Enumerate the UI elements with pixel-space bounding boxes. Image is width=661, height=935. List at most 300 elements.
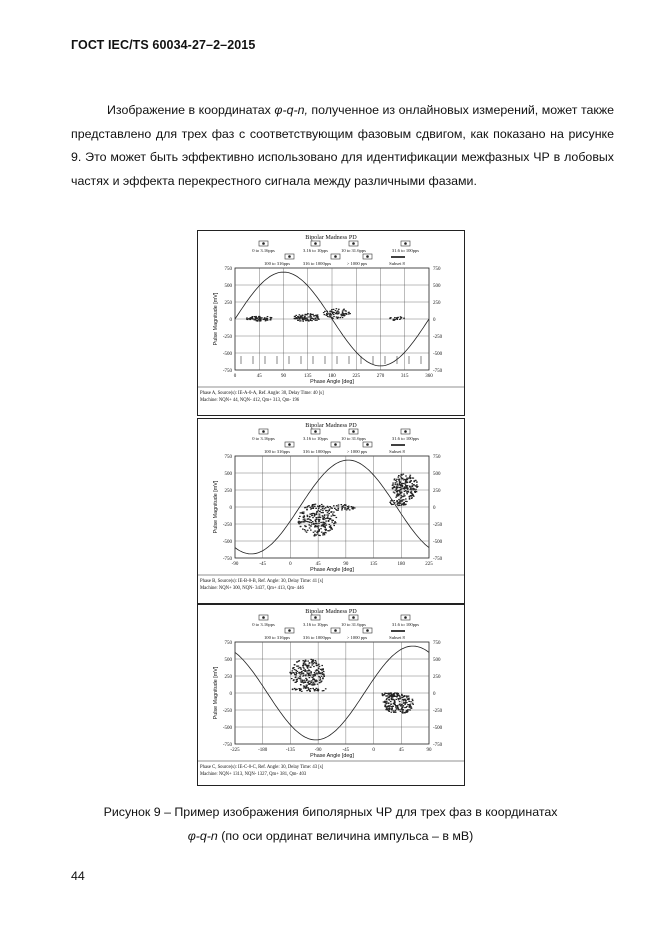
pd-pulse-point (412, 495, 414, 496)
pd-pulse-point (401, 709, 403, 710)
pd-pulse-point (390, 692, 392, 693)
pd-pulse-point (384, 694, 386, 695)
pd-pulse-point (295, 315, 297, 316)
pd-pulse-point (326, 525, 328, 526)
pd-pulse-point (321, 512, 323, 513)
y-tick-label-right: -750 (433, 743, 443, 748)
pd-pulse-point (320, 669, 322, 670)
x-tick-label: 45 (256, 374, 262, 379)
pd-pulse-point (386, 699, 388, 700)
y-tick-label-right: -250 (433, 335, 443, 340)
legend-marker (366, 443, 369, 446)
pd-pulse-point (318, 521, 320, 522)
pd-pulse-point (325, 529, 327, 530)
pd-pulse-point (341, 504, 343, 505)
pd-pulse-point (313, 532, 315, 533)
y-axis-label: Pulse Magnitude [mV] (213, 666, 219, 720)
y-tick-label-right: 0 (433, 506, 436, 511)
pd-pulse-point (329, 313, 331, 314)
pd-pulse-point (345, 505, 347, 506)
legend-marker (262, 242, 265, 245)
pd-pulse-point (307, 516, 309, 517)
pd-pulse-point (319, 514, 321, 515)
pd-pulse-point (333, 316, 335, 317)
pd-pulse-point (399, 491, 401, 492)
pd-pulse-point (331, 527, 333, 528)
y-tick-label: 250 (224, 301, 232, 306)
pd-pulse-point (336, 308, 338, 309)
panel-footer-line2: Machine: NQN+ 300, NQN- 3437, Qm+ 413, Qm- 446 (200, 586, 304, 591)
pd-pulse-point (339, 317, 341, 318)
pd-pulse-point (386, 702, 388, 703)
pd-pulse-point (307, 515, 309, 516)
pd-pulse-point (322, 678, 324, 679)
pd-pulse-point (307, 668, 309, 669)
pd-pulse-point (394, 317, 396, 318)
legend-label: 10 to 31.6pps (341, 436, 366, 441)
pd-pulse-point (398, 499, 400, 500)
phase-a-plot (197, 230, 465, 416)
x-tick-label: 90 (426, 748, 432, 753)
y-tick-label-right: -500 (433, 352, 443, 357)
pd-pulse-point (309, 683, 311, 684)
pd-pulse-point (410, 487, 412, 488)
legend-label: 316 to 1000pps (302, 635, 332, 640)
legend-marker (334, 443, 337, 446)
pd-pulse-point (399, 501, 401, 502)
pd-pulse-point (255, 316, 257, 317)
pd-pulse-point (338, 508, 340, 509)
pd-pulse-point (403, 700, 405, 701)
pd-pulse-point (406, 479, 408, 480)
y-tick-label-right: 750 (433, 267, 441, 272)
x-tick-label: -90 (314, 748, 322, 753)
y-tick-label: -250 (222, 335, 232, 340)
pd-pulse-point (399, 704, 401, 705)
pd-pulse-point (402, 712, 404, 713)
pd-pulse-point (327, 530, 329, 531)
pd-pulse-point (400, 705, 402, 706)
pd-pulse-point (304, 317, 306, 318)
pd-pulse-point (327, 516, 329, 517)
pd-pulse-point (386, 708, 388, 709)
pd-pulse-point (319, 519, 321, 520)
pd-pulse-point (303, 687, 305, 688)
pd-pulse-point (411, 483, 413, 484)
legend-label: Subset 8 (389, 635, 405, 640)
pd-pulse-point (404, 695, 406, 696)
pd-pulse-point (389, 700, 391, 701)
pd-pulse-point (310, 316, 312, 317)
pd-pulse-point (305, 530, 307, 531)
y-tick-label-right: -750 (433, 369, 443, 374)
pd-pulse-point (255, 319, 257, 320)
y-tick-label-right: 750 (433, 455, 441, 460)
pd-pulse-point (402, 710, 404, 711)
pd-pulse-point (315, 320, 317, 321)
pd-pulse-point (401, 483, 403, 484)
pd-pulse-point (397, 503, 399, 504)
pd-pulse-point (315, 663, 317, 664)
legend-label: 3.16 to 10pps (303, 622, 328, 627)
y-tick-label: 0 (229, 692, 232, 697)
pd-pulse-point (303, 668, 305, 669)
pd-pulse-point (294, 669, 296, 670)
pd-pulse-point (384, 693, 386, 694)
x-tick-label: 225 (425, 562, 433, 567)
pd-pulse-point (398, 699, 400, 700)
pd-pulse-point (298, 521, 300, 522)
pd-pulse-point (310, 314, 312, 315)
pd-pulse-point (400, 316, 402, 317)
pd-pulse-point (404, 712, 406, 713)
pd-pulse-point (298, 672, 300, 673)
pd-pulse-point (391, 504, 393, 505)
pd-pulse-point (395, 710, 397, 711)
pd-pulse-point (323, 675, 325, 676)
pd-pulse-point (333, 515, 335, 516)
y-tick-label-right: -750 (433, 557, 443, 562)
pd-pulse-point (314, 516, 316, 517)
pd-pulse-point (405, 490, 407, 491)
pd-pulse-point (403, 705, 405, 706)
pd-pulse-point (325, 521, 327, 522)
pd-pulse-point (405, 700, 407, 701)
pd-pulse-point (398, 708, 400, 709)
pd-pulse-point (295, 674, 297, 675)
pd-pulse-point (415, 491, 417, 492)
pd-pulse-point (401, 695, 403, 696)
pd-pulse-point (250, 317, 252, 318)
pd-pulse-point (331, 508, 333, 509)
pd-pulse-point (297, 318, 299, 319)
pd-pulse-point (306, 666, 308, 667)
pd-pulse-point (405, 482, 407, 483)
pd-pulse-point (354, 507, 356, 508)
pd-pulse-point (403, 318, 405, 319)
pd-pulse-point (398, 480, 400, 481)
pd-pulse-point (301, 691, 303, 692)
pd-pulse-point (301, 316, 303, 317)
pd-pulse-point (258, 316, 260, 317)
pd-pulse-point (331, 516, 333, 517)
pd-pulse-point (313, 663, 315, 664)
pd-pulse-point (321, 672, 323, 673)
pd-pulse-point (329, 509, 331, 510)
pd-pulse-point (305, 526, 307, 527)
pd-pulse-point (303, 513, 305, 514)
pd-pulse-point (314, 506, 316, 507)
pd-pulse-point (326, 518, 328, 519)
pd-pulse-point (300, 674, 302, 675)
pd-pulse-point (401, 697, 403, 698)
pd-pulse-point (313, 674, 315, 675)
legend-label: 0 to 3.16pps (252, 436, 275, 441)
pd-pulse-point (382, 693, 384, 694)
pd-pulse-point (396, 491, 398, 492)
pd-pulse-point (297, 666, 299, 667)
y-tick-label: 750 (224, 267, 232, 272)
pd-pulse-point (341, 507, 343, 508)
pd-pulse-point (324, 517, 326, 518)
pd-pulse-point (315, 315, 317, 316)
pd-pulse-point (399, 490, 401, 491)
pd-pulse-point (306, 509, 308, 510)
legend-marker (262, 616, 265, 619)
pd-pulse-point (403, 703, 405, 704)
legend-label: 31.6 to 100pps (391, 248, 420, 253)
pd-pulse-point (295, 318, 297, 319)
pd-pulse-point (390, 695, 392, 696)
pd-pulse-point (386, 701, 388, 702)
legend-label: 100 to 316pps (263, 449, 291, 454)
pd-pulse-point (316, 517, 318, 518)
legend-label: > 1000 pps (346, 261, 368, 266)
pd-pulse-point (303, 521, 305, 522)
pd-pulse-point (396, 479, 398, 480)
pd-pulse-point (298, 518, 300, 519)
pd-pulse-point (306, 532, 308, 533)
pd-pulse-point (317, 533, 319, 534)
pd-pulse-point (314, 535, 316, 536)
pd-pulse-point (397, 505, 399, 506)
pd-pulse-point (315, 662, 317, 663)
pd-pulse-point (310, 530, 312, 531)
legend-marker (262, 430, 265, 433)
pd-pulse-point (338, 506, 340, 507)
pd-pulse-point (396, 708, 398, 709)
pd-pulse-point (299, 314, 301, 315)
pd-pulse-point (403, 474, 405, 475)
pd-pulse-point (318, 667, 320, 668)
pd-pulse-point (345, 311, 347, 312)
pd-pulse-point (409, 477, 411, 478)
body-paragraph (71, 99, 614, 193)
panel-footer-line1: Phase A, Source(s): IE-A-0-A, Ref. Angle: 30, Delay Time: 40 [s] (200, 391, 324, 396)
pd-pulse-point (323, 518, 325, 519)
pd-pulse-point (400, 487, 402, 488)
pd-pulse-point (309, 516, 311, 517)
pd-pulse-point (313, 319, 315, 320)
legend-marker (334, 255, 337, 258)
legend-label: 10 to 31.6pps (341, 248, 366, 253)
pd-pulse-point (411, 498, 413, 499)
x-tick-label: 180 (397, 562, 406, 567)
pd-pulse-point (397, 494, 399, 495)
pd-pulse-point (270, 319, 272, 320)
pd-pulse-point (300, 526, 302, 527)
pd-pulse-point (317, 689, 319, 690)
pd-pulse-point (415, 485, 417, 486)
pd-pulse-point (334, 508, 336, 509)
pd-pulse-point (408, 701, 410, 702)
pd-pulse-point (398, 479, 400, 480)
pd-pulse-point (305, 660, 307, 661)
legend-marker (366, 255, 369, 258)
legend-label: Subset 8 (389, 449, 405, 454)
chart-title: Bipolar Madness PD (305, 608, 357, 615)
pd-pulse-point (318, 676, 320, 677)
pd-pulse-point (302, 667, 304, 668)
pd-pulse-point (257, 320, 259, 321)
pd-pulse-point (309, 681, 311, 682)
pd-pulse-point (314, 514, 316, 515)
pd-pulse-point (323, 506, 325, 507)
y-tick-label: 750 (224, 641, 232, 646)
pd-pulse-point (319, 680, 321, 681)
pd-chart-svg (197, 604, 465, 786)
y-tick-label: -750 (222, 743, 232, 748)
pd-pulse-point (409, 705, 411, 706)
pd-pulse-point (308, 665, 310, 666)
pd-pulse-point (322, 524, 324, 525)
pd-pulse-point (304, 529, 306, 530)
pd-pulse-point (324, 314, 326, 315)
document-header: ГОСТ IEC/TS 60034-27–2–2015 (71, 38, 256, 52)
pd-pulse-point (398, 475, 400, 476)
legend-label: 316 to 1000pps (302, 261, 332, 266)
y-tick-label-right: 250 (433, 301, 441, 306)
pd-pulse-point (296, 689, 298, 690)
pd-pulse-point (384, 702, 386, 703)
pd-pulse-point (336, 510, 338, 511)
pd-pulse-point (313, 506, 315, 507)
y-tick-label-right: -500 (433, 540, 443, 545)
pd-pulse-point (407, 489, 409, 490)
pd-pulse-point (315, 523, 317, 524)
pd-pulse-point (410, 480, 412, 481)
legend-marker (314, 430, 317, 433)
pd-pulse-point (305, 521, 307, 522)
pd-pulse-point (330, 315, 332, 316)
pd-pulse-point (393, 703, 395, 704)
pd-pulse-point (348, 312, 350, 313)
pd-pulse-point (331, 512, 333, 513)
pd-pulse-point (296, 673, 298, 674)
pd-pulse-point (413, 484, 415, 485)
pd-pulse-point (395, 705, 397, 706)
pd-pulse-point (307, 507, 309, 508)
pd-pulse-point (315, 508, 317, 509)
x-tick-label: -90 (231, 562, 239, 567)
pd-pulse-point (311, 513, 313, 514)
pd-pulse-point (401, 477, 403, 478)
pd-pulse-point (331, 529, 333, 530)
pd-pulse-point (351, 508, 353, 509)
pd-pulse-point (299, 667, 301, 668)
pd-pulse-point (301, 671, 303, 672)
pd-pulse-point (406, 697, 408, 698)
pd-pulse-point (318, 510, 320, 511)
pd-pulse-point (328, 513, 330, 514)
pd-pulse-point (299, 319, 301, 320)
pd-pulse-point (319, 682, 321, 683)
pd-pulse-point (390, 701, 392, 702)
pd-pulse-point (319, 511, 321, 512)
pd-pulse-point (298, 661, 300, 662)
pd-pulse-point (320, 681, 322, 682)
pd-pulse-point (309, 527, 311, 528)
pd-pulse-point (400, 711, 402, 712)
panel-footer-line2: Machine: NQN+ 44, NQN- 412, Qm+ 313, Qm- 196 (200, 398, 300, 403)
pd-pulse-point (311, 320, 313, 321)
legend-label: 31.6 to 100pps (391, 622, 420, 627)
pd-pulse-point (349, 509, 351, 510)
pd-pulse-point (398, 695, 400, 696)
pd-pulse-point (389, 696, 391, 697)
pd-pulse-point (318, 506, 320, 507)
pd-pulse-point (388, 702, 390, 703)
pd-pulse-point (309, 677, 311, 678)
x-tick-label: -45 (259, 562, 267, 567)
pd-pulse-point (411, 491, 413, 492)
pd-pulse-point (397, 487, 399, 488)
x-tick-label: -45 (342, 748, 350, 753)
y-tick-label: -500 (222, 352, 232, 357)
pd-pulse-point (309, 663, 311, 664)
pd-pulse-point (405, 707, 407, 708)
y-tick-label-right: 500 (433, 472, 441, 477)
pd-pulse-point (348, 506, 350, 507)
pd-pulse-point (299, 690, 301, 691)
pd-pulse-point (329, 506, 331, 507)
panel-footer-line1: Phase B, Source(s): IE-B-0-B, Ref. Angle: 30, Delay Time: 41 [s] (200, 579, 324, 584)
pd-pulse-point (301, 682, 303, 683)
legend-marker (404, 430, 407, 433)
legend-marker (404, 616, 407, 619)
pd-pulse-point (395, 707, 397, 708)
pd-pulse-point (323, 674, 325, 675)
pd-pulse-point (318, 508, 320, 509)
pd-pulse-point (299, 678, 301, 679)
pd-pulse-point (318, 531, 320, 532)
pd-pulse-point (336, 311, 338, 312)
x-axis-label: Phase Angle [deg] (310, 753, 354, 759)
pd-pulse-point (313, 682, 315, 683)
pd-pulse-point (322, 534, 324, 535)
pd-pulse-point (400, 498, 402, 499)
pd-pulse-point (321, 665, 323, 666)
pd-pulse-point (396, 699, 398, 700)
pd-pulse-point (386, 693, 388, 694)
panel-footer-line2: Machine: NQN+ 1313, NQN- 1327, Qm+ 381, Qm- 403 (200, 772, 307, 777)
pd-pulse-point (404, 699, 406, 700)
pd-pulse-point (402, 699, 404, 700)
pd-pulse-point (344, 315, 346, 316)
pd-pulse-point (399, 483, 401, 484)
pd-pulse-point (409, 707, 411, 708)
pd-pulse-point (303, 673, 305, 674)
pd-pulse-point (311, 661, 313, 662)
pd-pulse-point (411, 485, 413, 486)
pd-pulse-point (250, 318, 252, 319)
pd-pulse-point (311, 314, 313, 315)
pd-pulse-point (310, 520, 312, 521)
pd-pulse-point (395, 480, 397, 481)
pd-pulse-point (317, 316, 319, 317)
phase-c-plot (197, 604, 465, 786)
pd-pulse-point (337, 317, 339, 318)
pd-pulse-point (405, 498, 407, 499)
pd-pulse-point (390, 317, 392, 318)
pd-pulse-point (394, 479, 396, 480)
pd-pulse-point (302, 315, 304, 316)
y-tick-label: 250 (224, 675, 232, 680)
pd-pulse-point (317, 690, 319, 691)
y-tick-label: 250 (224, 489, 232, 494)
pd-pulse-point (325, 518, 327, 519)
pd-pulse-point (324, 508, 326, 509)
